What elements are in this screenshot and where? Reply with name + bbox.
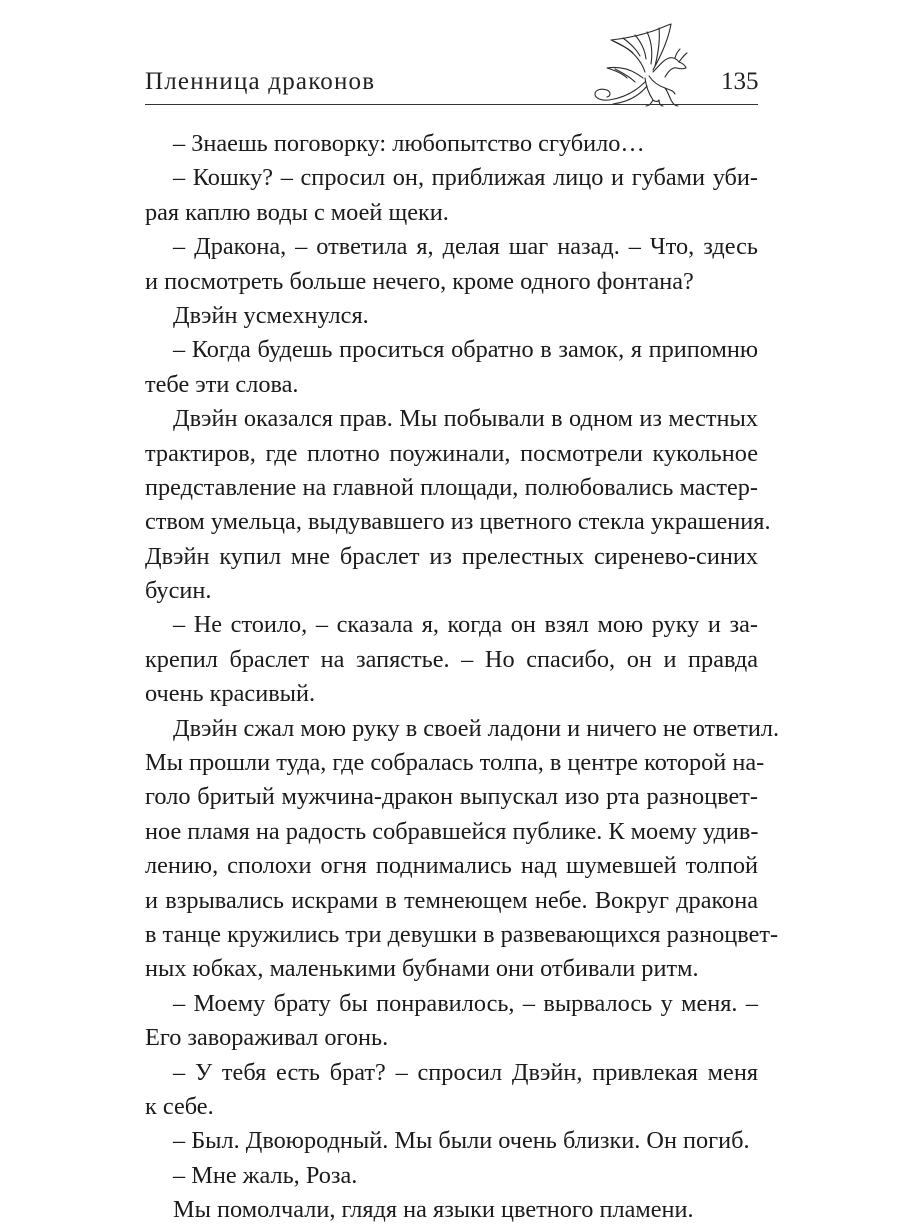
text-line: в танце кружились три девушки в развевающихся разноцвет- [145, 920, 779, 948]
text-line: бусин. [145, 577, 212, 605]
text-line: крепил браслет на запястье. – Но спасибо, он и правда [145, 645, 758, 673]
body-text [145, 127, 780, 1228]
text-line: трактиров, где плотно поужинали, посмотрели кукольное [145, 439, 758, 467]
text-line: Его завораживал огонь. [145, 1024, 389, 1052]
text-line: ством умельца, выдувавшего из цветного стекла украшения. [145, 508, 771, 536]
text-line: рая каплю воды с моей щеки. [145, 198, 449, 226]
text-line: и посмотреть больше нечего, кроме одного фонтана? [145, 267, 694, 295]
text-line: – Был. Двоюродный. Мы были очень близки. Он погиб. [173, 1127, 750, 1155]
text-line: – У тебя есть брат? – спросил Двэйн, привлекая меня [173, 1058, 758, 1086]
text-line: Мы помолчали, глядя на языки цветного пламени. [173, 1196, 694, 1224]
page-header [0, 0, 900, 110]
text-line: очень красивый. [145, 680, 316, 708]
text-line: – Когда будешь проситься обратно в замок, я припомню [173, 336, 758, 364]
running-title: Пленница драконов [145, 68, 376, 95]
text-line: – Не стоило, – сказала я, когда он взял мою руку и за- [173, 611, 758, 639]
text-line: Двэйн оказался прав. Мы побывали в одном из местных [173, 405, 758, 433]
text-line: к себе. [145, 1092, 214, 1120]
text-line: – Моему брату бы понравилось, – вырвалось у меня. – [173, 989, 758, 1017]
text-line: Двэйн усмехнулся. [173, 301, 369, 329]
text-line: лению, сполохи огня поднимались над шумевшей толпой [145, 852, 758, 880]
text-line: Двэйн сжал мою руку в своей ладони и ничего не ответил. [173, 714, 780, 742]
text-line: Мы прошли туда, где собралась толпа, в центре которой на- [145, 749, 765, 777]
text-line: голо бритый мужчина-дракон выпускал изо рта разноцвет- [145, 783, 758, 811]
text-line: тебе эти слова. [145, 370, 299, 398]
text-line: и взрывались искрами в темнеющем небе. Вокруг дракона [145, 886, 758, 914]
text-line: ных юбках, маленькими бубнами они отбивали ритм. [145, 955, 699, 983]
text-line: ное пламя на радость собравшейся публике. К моему удив- [145, 817, 759, 845]
text-line: Двэйн купил мне браслет из прелестных сиренево-синих [145, 542, 758, 570]
dragon-icon [583, 22, 703, 112]
text-line: – Дракона, – ответила я, делая шаг назад. – Что, здесь [173, 233, 758, 261]
page-number: 135 [721, 68, 759, 95]
text-line: – Кошку? – спросил он, приближая лицо и губами уби- [173, 164, 758, 192]
text-line: представление на главной площади, полюбовались мастер- [145, 473, 758, 501]
header-divider [145, 104, 758, 105]
text-line: – Мне жаль, Роза. [173, 1161, 358, 1189]
text-line: – Знаешь поговорку: любопытство сгубило… [173, 130, 645, 157]
